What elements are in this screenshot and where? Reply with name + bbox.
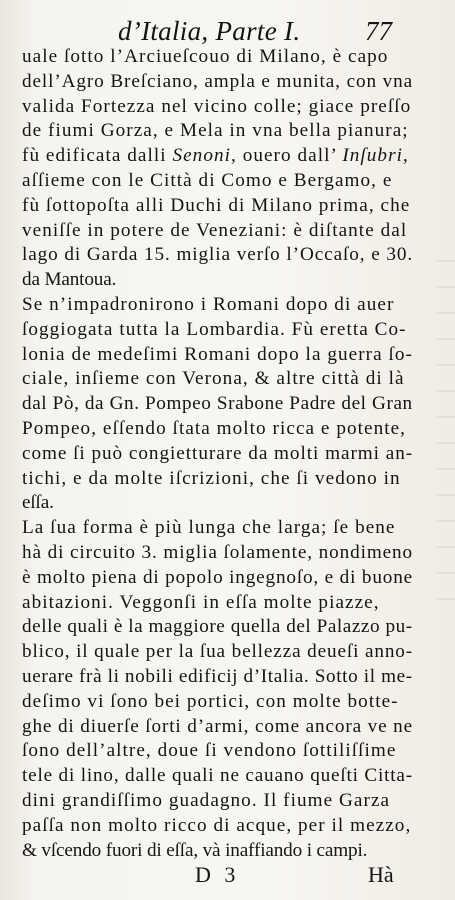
text-line: blico, il quale per la ſua bellezza deueſi anno- [22, 641, 414, 663]
text-line: paſſa non molto ricco di acque, per il mezzo, [22, 814, 412, 836]
text-line: & vſcendo fuori di eſſa, và inaffiando i campi. [22, 839, 368, 861]
text-run: , [402, 145, 409, 167]
text-line: ſoggiogata tutta la Lombardia. Fù eretta Co- [22, 318, 407, 340]
text-line: abitazioni. Veggonſi in eſſa molte piazze, [22, 591, 380, 613]
text-line: Pompeo, eſſendo ſtata molto ricca e potente, [22, 418, 407, 439]
text-line: uerare frà li nobili edificij d’Italia. Sotto il me- [22, 666, 413, 687]
text-line: tichi, e da molte iſcrizioni, che ſi vedono in [22, 467, 401, 489]
text-line [22, 143, 409, 169]
text-line: lonia de medeſimi Romani dopo la guerra ſo- [22, 343, 413, 365]
text-line: come ſi può congietturare da molti marmi an- [22, 442, 414, 464]
signature-mark: D 3 [195, 862, 240, 887]
text-line: hà di circuito 3. miglia ſolamente, nondimeno [22, 542, 414, 563]
text-line: aſſieme con le Città di Como e Bergamo, e [22, 170, 393, 191]
text-run: fù edificata dalli [22, 145, 173, 167]
text-line: uale ſotto l’Arciueſcouo di Milano, è capo [22, 46, 389, 67]
text-line: La ſua forma è più lunga che larga; ſe bene [22, 517, 396, 539]
text-run: , ouero dall’ [231, 145, 343, 167]
text-line: eſſa. [22, 492, 54, 514]
text-line: fù ſottopoſta alli Duchi di Milano prima, che [22, 194, 411, 216]
text-line: Se n’impadronirono i Romani dopo di auer [22, 294, 395, 315]
bleed-through-shadow [437, 260, 455, 620]
text-line: veniſſe in potere de Veneziani: è diſtante dal [22, 219, 408, 241]
text-line: lago di Garda 15. miglia verſo l’Occaſo, e 30. [22, 244, 414, 266]
catchword: Hà [368, 862, 394, 887]
text-line: ghe di diuerſe ſorti d’armi, come ancora ve ne [22, 715, 414, 737]
running-title: d’Italia, Parte I. [118, 16, 301, 46]
page-number: 77 [365, 16, 392, 46]
text-line: deſimo vi ſono bei portici, con molte botte- [22, 690, 399, 712]
text-line: è molto piena di popolo ingegnoſo, e di buone [22, 566, 413, 588]
text-line: de fiumi Gorza, e Mela in vna bella pianura; [22, 120, 409, 142]
italic-name: Senoni [172, 145, 231, 167]
text-line: valida Fortezza nel vicino colle; giace preſſo [22, 95, 412, 117]
page-footer [0, 862, 455, 892]
text-line: dini grandiſſimo guadagno. Il fiume Garza [22, 790, 391, 811]
text-line: dell’Agro Breſciano, ampla e munita, con vna [22, 70, 414, 92]
italic-name: Inſubri [342, 145, 403, 167]
text-line: ciale, inſieme con Verona, & altre città di là [22, 368, 405, 390]
text-line: da Mantoua. [22, 269, 117, 291]
text-line: delle quali è la maggiore quella del Palazzo pu- [22, 616, 413, 638]
text-line: ſono dell’altre, doue ſi vendono ſottiliſſime [22, 740, 397, 762]
text-line: tele di lino, dalle quali ne cauano queſti Citta- [22, 765, 413, 787]
text-line: dal Pò, da Gn. Pompeo Srabone Padre del Gran [22, 393, 413, 415]
